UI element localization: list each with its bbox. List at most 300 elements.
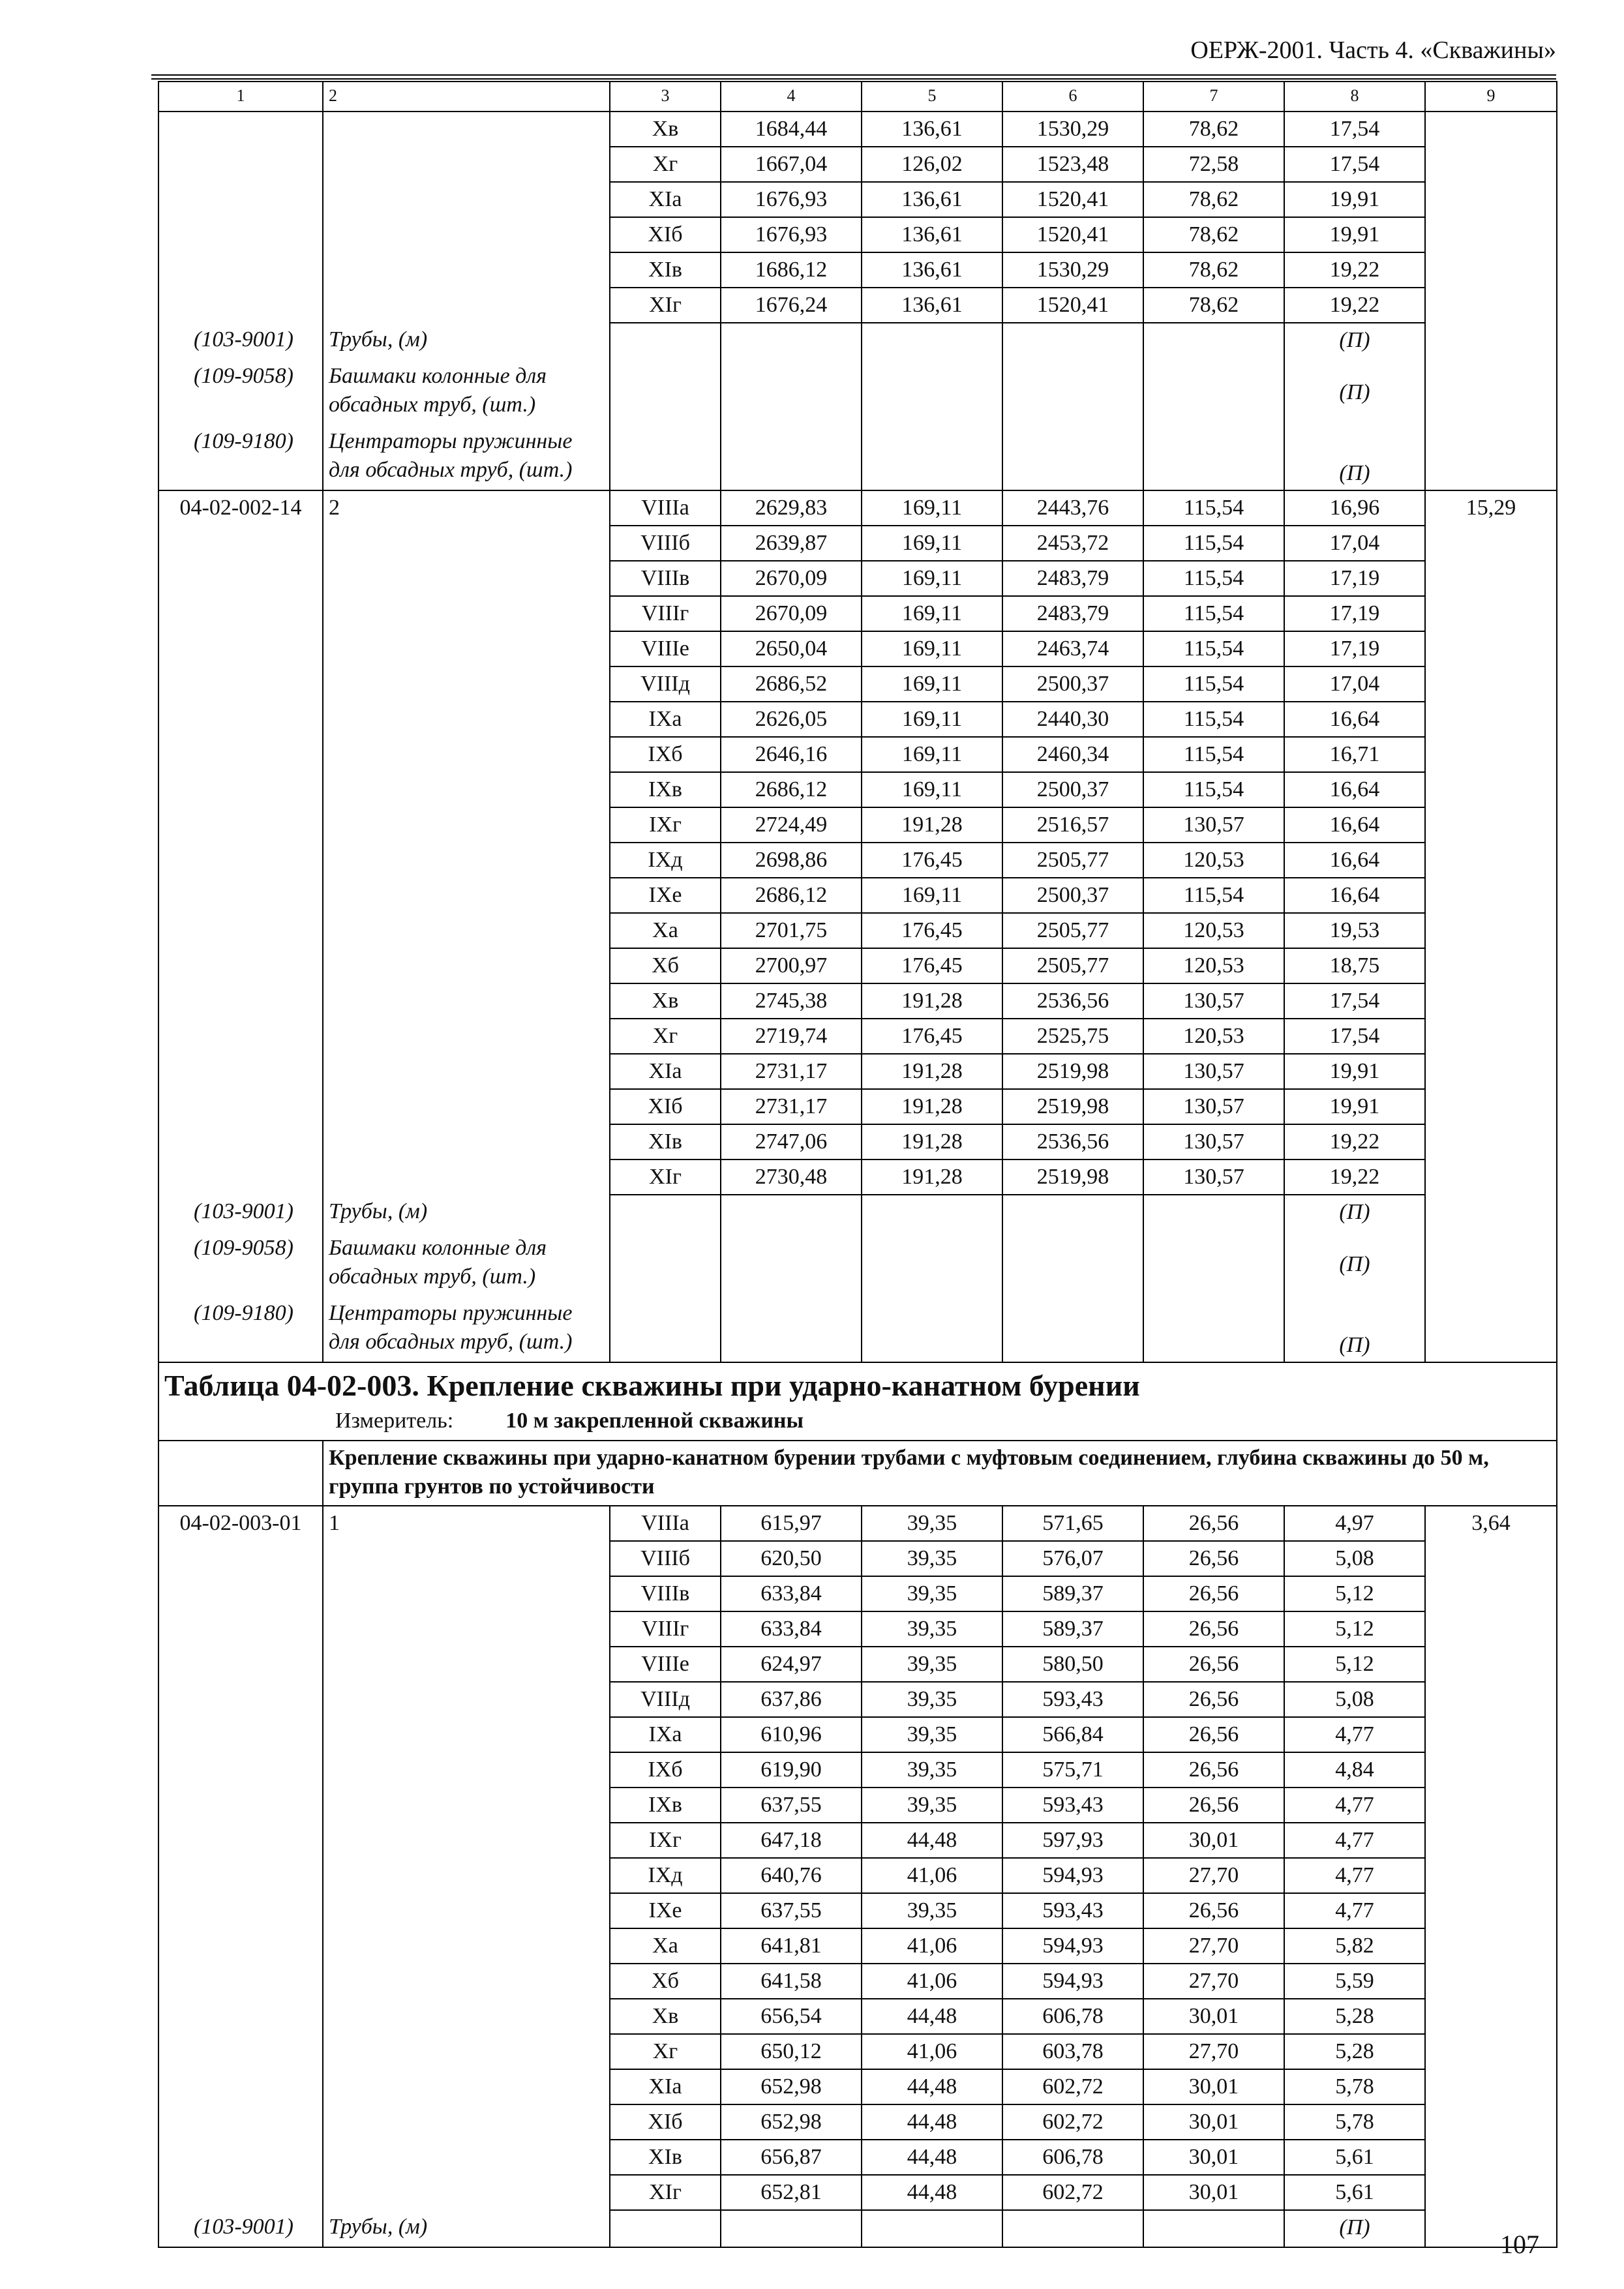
value-cell: 26,56	[1143, 1611, 1284, 1647]
value-cell: 606,78	[1002, 2140, 1143, 2175]
value-cell: 2745,38	[721, 983, 862, 1019]
value-cell: 41,06	[862, 1928, 1002, 1964]
value-cell: 41,06	[862, 1858, 1002, 1893]
value-cell: 5,28	[1284, 1999, 1425, 2034]
value-cell: 17,54	[1284, 147, 1425, 182]
rate-name	[323, 772, 610, 807]
description-row	[158, 1441, 1557, 1506]
value-cell: 115,54	[1143, 631, 1284, 666]
soil-group: VIIIб	[610, 1541, 721, 1576]
value-cell: 2500,37	[1002, 772, 1143, 807]
value-cell: 2500,37	[1002, 878, 1143, 913]
table-row	[158, 807, 1557, 843]
value-cell: 2536,56	[1002, 983, 1143, 1019]
value-cell: 641,81	[721, 1928, 862, 1964]
value-cell: 5,61	[1284, 2175, 1425, 2210]
empty-cell	[721, 1195, 862, 1231]
value-cell: 647,18	[721, 1823, 862, 1858]
value-cell: 191,28	[862, 1124, 1002, 1159]
value-cell: 169,11	[862, 526, 1002, 561]
value-cell: 2686,12	[721, 772, 862, 807]
extra-value	[1425, 1893, 1557, 1928]
value-cell: 1520,41	[1002, 217, 1143, 252]
soil-group: Xв	[610, 983, 721, 1019]
value-cell: 580,50	[1002, 1647, 1143, 1682]
rate-code	[158, 596, 323, 631]
table-description: Крепление скважины при ударно-канатном бурении трубами с муфтовым соединением, глубина скважины до 50 м, группа грунтов по устойчивости	[323, 1441, 1557, 1506]
value-cell: 2629,83	[721, 490, 862, 526]
rate-name	[323, 252, 610, 288]
value-cell: 1676,24	[721, 288, 862, 323]
empty-cell	[721, 2210, 862, 2247]
empty-cell	[610, 1231, 721, 1296]
empty-cell	[1002, 359, 1143, 425]
value-cell: 30,01	[1143, 2140, 1284, 2175]
value-cell: 633,84	[721, 1576, 862, 1611]
empty-cell	[610, 425, 721, 490]
rate-code	[158, 1054, 323, 1089]
extra-value	[1425, 702, 1557, 737]
value-cell: 120,53	[1143, 948, 1284, 983]
resource-row	[158, 323, 1557, 359]
value-cell: 2483,79	[1002, 561, 1143, 596]
value-cell: 30,01	[1143, 2175, 1284, 2210]
rate-name	[323, 1682, 610, 1717]
table-row	[158, 2140, 1557, 2175]
extra-value	[1425, 843, 1557, 878]
empty-cell	[1425, 425, 1557, 490]
value-cell: 566,84	[1002, 1717, 1143, 1752]
value-cell: 576,07	[1002, 1541, 1143, 1576]
rate-code	[158, 2104, 323, 2140]
table-row	[158, 2069, 1557, 2104]
value-cell: 624,97	[721, 1647, 862, 1682]
rate-code	[158, 288, 323, 323]
value-cell: 640,76	[721, 1858, 862, 1893]
value-cell: 26,56	[1143, 1576, 1284, 1611]
value-cell: 39,35	[862, 1788, 1002, 1823]
soil-group: IXг	[610, 807, 721, 843]
value-cell: 5,08	[1284, 1541, 1425, 1576]
value-cell: 39,35	[862, 1647, 1002, 1682]
value-cell: 637,55	[721, 1893, 862, 1928]
rate-code	[158, 561, 323, 596]
table-row	[158, 878, 1557, 913]
value-cell: 602,72	[1002, 2175, 1143, 2210]
resource-name: Башмаки колонные для обсадных труб, (шт.)	[323, 1231, 610, 1296]
table-row	[158, 1788, 1557, 1823]
value-cell: 4,77	[1284, 1823, 1425, 1858]
soil-group: XIa	[610, 182, 721, 217]
resource-code: (109-9180)	[158, 1296, 323, 1362]
rate-code	[158, 1089, 323, 1124]
extra-value	[1425, 1576, 1557, 1611]
value-cell: 1523,48	[1002, 147, 1143, 182]
column-number: 7	[1143, 82, 1284, 112]
extra-value	[1425, 1928, 1557, 1964]
value-cell: 2505,77	[1002, 913, 1143, 948]
rate-code	[158, 1682, 323, 1717]
resource-mark: (П)	[1284, 2210, 1425, 2247]
value-cell: 26,56	[1143, 1788, 1284, 1823]
table-row	[158, 1506, 1557, 1541]
value-cell: 2650,04	[721, 631, 862, 666]
empty-cell	[1143, 323, 1284, 359]
value-cell: 16,64	[1284, 878, 1425, 913]
unit-value: 10 м закрепленной скважины	[505, 1409, 804, 1433]
soil-group: Xг	[610, 147, 721, 182]
value-cell: 571,65	[1002, 1506, 1143, 1541]
value-cell: 169,11	[862, 666, 1002, 702]
empty-cell	[1143, 1296, 1284, 1362]
rate-code	[158, 2175, 323, 2210]
value-cell: 130,57	[1143, 983, 1284, 1019]
extra-value	[1425, 666, 1557, 702]
rate-code: 04-02-003-01	[158, 1506, 323, 1541]
table-row	[158, 1893, 1557, 1928]
rate-name	[323, 1823, 610, 1858]
rate-code	[158, 217, 323, 252]
extra-value	[1425, 948, 1557, 983]
value-cell: 27,70	[1143, 2034, 1284, 2069]
table-title-cell	[158, 1362, 1557, 1441]
value-cell: 30,01	[1143, 2069, 1284, 2104]
resource-name: Центраторы пружинные для обсадных труб, (шт.)	[323, 425, 610, 490]
table-title: Таблица 04-02-003. Крепление скважины при ударно-канатном бурении	[164, 1369, 1140, 1402]
value-cell: 2639,87	[721, 526, 862, 561]
rate-name	[323, 2175, 610, 2210]
extra-value	[1425, 596, 1557, 631]
rate-code	[158, 631, 323, 666]
rate-code	[158, 983, 323, 1019]
value-cell: 17,19	[1284, 596, 1425, 631]
extra-value	[1425, 2034, 1557, 2069]
table-row	[158, 1576, 1557, 1611]
value-cell: 191,28	[862, 1159, 1002, 1195]
rate-name	[323, 1964, 610, 1999]
rate-code	[158, 2034, 323, 2069]
column-number-row	[158, 82, 1557, 112]
empty-cell	[1002, 2210, 1143, 2247]
value-cell: 136,61	[862, 288, 1002, 323]
soil-group: Xв	[610, 112, 721, 147]
value-cell: 18,75	[1284, 948, 1425, 983]
value-cell: 27,70	[1143, 1964, 1284, 1999]
empty-cell	[862, 323, 1002, 359]
value-cell: 1530,29	[1002, 112, 1143, 147]
rate-name	[323, 737, 610, 772]
value-cell: 2730,48	[721, 1159, 862, 1195]
rate-code	[158, 112, 323, 147]
extra-value	[1425, 1054, 1557, 1089]
value-cell: 19,22	[1284, 1124, 1425, 1159]
table-row	[158, 2104, 1557, 2140]
column-number: 1	[158, 82, 323, 112]
soil-group: VIIIб	[610, 526, 721, 561]
extra-value	[1425, 1999, 1557, 2034]
value-cell: 4,97	[1284, 1506, 1425, 1541]
soil-group: Xг	[610, 2034, 721, 2069]
rate-code	[158, 1717, 323, 1752]
value-cell: 115,54	[1143, 561, 1284, 596]
resource-mark: (П)	[1284, 1195, 1425, 1231]
value-cell: 17,54	[1284, 1019, 1425, 1054]
empty-cell	[721, 1231, 862, 1296]
resource-name: Центраторы пружинные для обсадных труб, (шт.)	[323, 1296, 610, 1362]
extra-value	[1425, 1159, 1557, 1195]
value-cell: 652,98	[721, 2069, 862, 2104]
table-row	[158, 913, 1557, 948]
column-number: 6	[1002, 82, 1143, 112]
value-cell: 1530,29	[1002, 252, 1143, 288]
column-number: 8	[1284, 82, 1425, 112]
rate-name	[323, 983, 610, 1019]
rate-name	[323, 1858, 610, 1893]
rate-name	[323, 2034, 610, 2069]
rate-name	[323, 1124, 610, 1159]
value-cell: 136,61	[862, 217, 1002, 252]
value-cell: 17,19	[1284, 561, 1425, 596]
soil-group: IXa	[610, 1717, 721, 1752]
resource-mark: (П)	[1284, 425, 1425, 490]
soil-group: XIг	[610, 1159, 721, 1195]
value-cell: 44,48	[862, 2175, 1002, 2210]
value-cell: 2505,77	[1002, 948, 1143, 983]
empty-cell	[862, 2210, 1002, 2247]
value-cell: 2483,79	[1002, 596, 1143, 631]
soil-group: XIв	[610, 1124, 721, 1159]
value-cell: 19,22	[1284, 288, 1425, 323]
value-cell: 2440,30	[1002, 702, 1143, 737]
table-row	[158, 1159, 1557, 1195]
soil-group: XIг	[610, 2175, 721, 2210]
value-cell: 619,90	[721, 1752, 862, 1788]
table-row	[158, 596, 1557, 631]
rate-code	[158, 1124, 323, 1159]
rate-name	[323, 878, 610, 913]
table-row	[158, 1823, 1557, 1858]
value-cell: 19,53	[1284, 913, 1425, 948]
value-cell: 4,77	[1284, 1893, 1425, 1928]
extra-value	[1425, 217, 1557, 252]
rate-code	[158, 147, 323, 182]
value-cell: 593,43	[1002, 1893, 1143, 1928]
value-cell: 1520,41	[1002, 288, 1143, 323]
table-row	[158, 1054, 1557, 1089]
soil-group: VIIIe	[610, 1647, 721, 1682]
value-cell: 41,06	[862, 2034, 1002, 2069]
value-cell: 2719,74	[721, 1019, 862, 1054]
extra-value	[1425, 2104, 1557, 2140]
resource-name: Трубы, (м)	[323, 1195, 610, 1231]
soil-group: XIa	[610, 2069, 721, 2104]
value-cell: 593,43	[1002, 1682, 1143, 1717]
rate-name	[323, 807, 610, 843]
value-cell: 72,58	[1143, 147, 1284, 182]
value-cell: 126,02	[862, 147, 1002, 182]
table-row	[158, 561, 1557, 596]
column-number: 4	[721, 82, 862, 112]
price-table	[158, 81, 1557, 2248]
table-row	[158, 702, 1557, 737]
value-cell: 597,93	[1002, 1823, 1143, 1858]
resource-code: (109-9058)	[158, 359, 323, 425]
value-cell: 78,62	[1143, 112, 1284, 147]
soil-group: VIIIe	[610, 631, 721, 666]
rate-code	[158, 737, 323, 772]
table-row	[158, 1752, 1557, 1788]
value-cell: 26,56	[1143, 1506, 1284, 1541]
value-cell: 2686,12	[721, 878, 862, 913]
soil-group: IXe	[610, 878, 721, 913]
empty-cell	[862, 1296, 1002, 1362]
resource-row	[158, 359, 1557, 425]
value-cell: 26,56	[1143, 1682, 1284, 1717]
value-cell: 115,54	[1143, 596, 1284, 631]
soil-group: XIг	[610, 288, 721, 323]
rate-code: 04-02-002-14	[158, 490, 323, 526]
value-cell: 1667,04	[721, 147, 862, 182]
table-row	[158, 1999, 1557, 2034]
value-cell: 1684,44	[721, 112, 862, 147]
value-cell: 5,59	[1284, 1964, 1425, 1999]
rate-name	[323, 2104, 610, 2140]
value-cell: 16,64	[1284, 843, 1425, 878]
rate-name	[323, 666, 610, 702]
empty-cell	[1425, 359, 1557, 425]
value-cell: 16,64	[1284, 702, 1425, 737]
value-cell: 2700,97	[721, 948, 862, 983]
rate-code	[158, 2140, 323, 2175]
soil-group: VIIIд	[610, 666, 721, 702]
value-cell: 575,71	[1002, 1752, 1143, 1788]
extra-value	[1425, 631, 1557, 666]
empty-cell	[1002, 425, 1143, 490]
empty-cell	[721, 425, 862, 490]
resource-code: (109-9058)	[158, 1231, 323, 1296]
value-cell: 2536,56	[1002, 1124, 1143, 1159]
value-cell: 16,64	[1284, 807, 1425, 843]
value-cell: 191,28	[862, 1054, 1002, 1089]
soil-group: Xa	[610, 913, 721, 948]
value-cell: 191,28	[862, 1089, 1002, 1124]
value-cell: 39,35	[862, 1541, 1002, 1576]
description-spacer	[158, 1441, 323, 1506]
rate-code	[158, 1893, 323, 1928]
extra-value	[1425, 2140, 1557, 2175]
value-cell: 633,84	[721, 1611, 862, 1647]
value-cell: 26,56	[1143, 1893, 1284, 1928]
value-cell: 176,45	[862, 1019, 1002, 1054]
soil-group: XIб	[610, 2104, 721, 2140]
table-row	[158, 631, 1557, 666]
column-number: 5	[862, 82, 1002, 112]
value-cell: 44,48	[862, 2069, 1002, 2104]
rate-code	[158, 1858, 323, 1893]
value-cell: 39,35	[862, 1752, 1002, 1788]
value-cell: 2460,34	[1002, 737, 1143, 772]
value-cell: 5,78	[1284, 2104, 1425, 2140]
table-row	[158, 112, 1557, 147]
table-row	[158, 1647, 1557, 1682]
table-row	[158, 666, 1557, 702]
rate-name	[323, 913, 610, 948]
rate-name	[323, 1752, 610, 1788]
value-cell: 16,64	[1284, 772, 1425, 807]
value-cell: 39,35	[862, 1506, 1002, 1541]
value-cell: 593,43	[1002, 1788, 1143, 1823]
value-cell: 1676,93	[721, 217, 862, 252]
value-cell: 130,57	[1143, 1089, 1284, 1124]
value-cell: 4,84	[1284, 1752, 1425, 1788]
value-cell: 16,96	[1284, 490, 1425, 526]
value-cell: 606,78	[1002, 1999, 1143, 2034]
extra-value	[1425, 1752, 1557, 1788]
resource-code: (103-9001)	[158, 323, 323, 359]
rate-code	[158, 702, 323, 737]
value-cell: 1520,41	[1002, 182, 1143, 217]
resource-mark: (П)	[1284, 323, 1425, 359]
resource-row	[158, 425, 1557, 490]
value-cell: 2516,57	[1002, 807, 1143, 843]
soil-group: VIIIa	[610, 490, 721, 526]
extra-value	[1425, 1647, 1557, 1682]
value-cell: 594,93	[1002, 1928, 1143, 1964]
value-cell: 17,04	[1284, 666, 1425, 702]
value-cell: 603,78	[1002, 2034, 1143, 2069]
extra-value	[1425, 1124, 1557, 1159]
value-cell: 19,91	[1284, 182, 1425, 217]
rate-code	[158, 1928, 323, 1964]
value-cell: 169,11	[862, 737, 1002, 772]
table-row	[158, 948, 1557, 983]
rate-name	[323, 1089, 610, 1124]
rate-name	[323, 1611, 610, 1647]
value-cell: 610,96	[721, 1717, 862, 1752]
value-cell: 2463,74	[1002, 631, 1143, 666]
value-cell: 2701,75	[721, 913, 862, 948]
value-cell: 2443,76	[1002, 490, 1143, 526]
value-cell: 115,54	[1143, 702, 1284, 737]
empty-cell	[1002, 1296, 1143, 1362]
value-cell: 26,56	[1143, 1717, 1284, 1752]
rate-name	[323, 1159, 610, 1195]
value-cell: 19,22	[1284, 1159, 1425, 1195]
value-cell: 130,57	[1143, 807, 1284, 843]
value-cell: 176,45	[862, 843, 1002, 878]
rate-name	[323, 1054, 610, 1089]
table-row	[158, 1124, 1557, 1159]
extra-value: 3,64	[1425, 1506, 1557, 1541]
rate-code	[158, 1611, 323, 1647]
value-cell: 1676,93	[721, 182, 862, 217]
soil-group: IXб	[610, 737, 721, 772]
value-cell: 4,77	[1284, 1858, 1425, 1893]
soil-group: VIIIд	[610, 1682, 721, 1717]
extra-value	[1425, 561, 1557, 596]
resource-mark: (П)	[1284, 1231, 1425, 1296]
rate-name: 2	[323, 490, 610, 526]
value-cell: 16,71	[1284, 737, 1425, 772]
table-row	[158, 1541, 1557, 1576]
value-cell: 656,54	[721, 1999, 862, 2034]
soil-group: VIIIв	[610, 561, 721, 596]
value-cell: 2519,98	[1002, 1054, 1143, 1089]
empty-cell	[862, 359, 1002, 425]
value-cell: 5,12	[1284, 1647, 1425, 1682]
value-cell: 5,61	[1284, 2140, 1425, 2175]
value-cell: 594,93	[1002, 1858, 1143, 1893]
